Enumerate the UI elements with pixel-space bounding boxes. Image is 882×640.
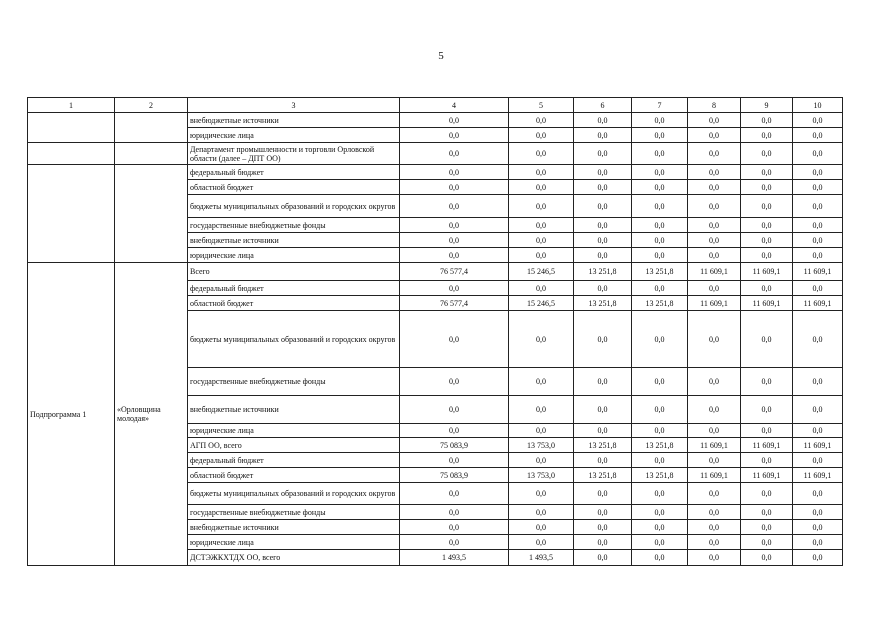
value-cell: 0,0 [793, 483, 843, 505]
value-cell: 13 753,0 [509, 438, 574, 453]
value-cell: 0,0 [400, 424, 509, 438]
value-cell: 0,0 [632, 453, 688, 468]
value-cell: 0,0 [688, 311, 741, 368]
value-cell: 0,0 [793, 281, 843, 296]
value-cell: 0,0 [741, 520, 793, 535]
funding-source-cell: федеральный бюджет [188, 453, 400, 468]
value-cell: 0,0 [400, 311, 509, 368]
value-cell: 11 609,1 [688, 438, 741, 453]
value-cell: 11 609,1 [741, 296, 793, 311]
value-cell: 0,0 [741, 233, 793, 248]
value-cell: 0,0 [574, 483, 632, 505]
value-cell: 0,0 [632, 424, 688, 438]
funding-source-cell: внебюджетные источники [188, 520, 400, 535]
value-cell: 0,0 [793, 396, 843, 424]
value-cell: 0,0 [400, 248, 509, 263]
value-cell: 0,0 [574, 233, 632, 248]
value-cell: 0,0 [632, 233, 688, 248]
value-cell: 0,0 [509, 128, 574, 143]
value-cell: 0,0 [688, 424, 741, 438]
value-cell: 0,0 [400, 143, 509, 165]
funding-source-cell: ДСТЭЖКХТДХ ОО, всего [188, 550, 400, 566]
funding-source-cell: государственные внебюджетные фонды [188, 368, 400, 396]
value-cell: 13 251,8 [574, 296, 632, 311]
header-cell: 5 [509, 98, 574, 113]
value-cell: 0,0 [632, 143, 688, 165]
value-cell: 0,0 [688, 218, 741, 233]
value-cell: 0,0 [793, 550, 843, 566]
value-cell: 0,0 [509, 520, 574, 535]
value-cell: 0,0 [688, 143, 741, 165]
value-cell: 0,0 [688, 368, 741, 396]
value-cell: 0,0 [793, 520, 843, 535]
value-cell: 0,0 [741, 368, 793, 396]
budget-table [27, 97, 843, 566]
funding-source-cell: федеральный бюджет [188, 165, 400, 180]
header-row [28, 98, 843, 113]
value-cell: 11 609,1 [793, 296, 843, 311]
value-cell: 0,0 [688, 535, 741, 550]
value-cell: 0,0 [741, 218, 793, 233]
value-cell: 0,0 [793, 128, 843, 143]
value-cell: 0,0 [741, 143, 793, 165]
value-cell: 0,0 [400, 233, 509, 248]
value-cell: 0,0 [793, 113, 843, 128]
value-cell: 0,0 [632, 520, 688, 535]
value-cell: 0,0 [632, 218, 688, 233]
value-cell: 0,0 [632, 281, 688, 296]
value-cell: 0,0 [688, 505, 741, 520]
value-cell: 0,0 [793, 248, 843, 263]
value-cell: 0,0 [632, 128, 688, 143]
value-cell: 75 083,9 [400, 438, 509, 453]
value-cell: 0,0 [574, 165, 632, 180]
value-cell: 0,0 [509, 505, 574, 520]
value-cell: 0,0 [509, 195, 574, 218]
value-cell: 0,0 [688, 483, 741, 505]
value-cell: 13 251,8 [632, 263, 688, 281]
funding-source-cell: Департамент промышленности и торговли Орловской области (далее – ДПТ ОО) [188, 143, 400, 165]
header-cell: 7 [632, 98, 688, 113]
value-cell: 0,0 [741, 550, 793, 566]
value-cell: 0,0 [509, 535, 574, 550]
funding-source-cell: областной бюджет [188, 468, 400, 483]
header-cell: 9 [741, 98, 793, 113]
value-cell: 0,0 [632, 195, 688, 218]
value-cell: 0,0 [509, 483, 574, 505]
funding-source-cell: областной бюджет [188, 180, 400, 195]
value-cell: 0,0 [741, 180, 793, 195]
value-cell: 0,0 [574, 180, 632, 195]
header-cell: 1 [28, 98, 115, 113]
value-cell: 11 609,1 [793, 438, 843, 453]
table-body [28, 98, 843, 566]
table-row [28, 263, 843, 281]
program-cell: Подпрограмма 1 [28, 263, 115, 566]
value-cell: 0,0 [632, 248, 688, 263]
value-cell: 0,0 [509, 143, 574, 165]
value-cell: 0,0 [509, 113, 574, 128]
value-cell: 0,0 [574, 248, 632, 263]
value-cell: 0,0 [400, 396, 509, 424]
value-cell: 0,0 [400, 520, 509, 535]
value-cell: 0,0 [632, 505, 688, 520]
value-cell: 0,0 [400, 368, 509, 396]
value-cell: 13 753,0 [509, 468, 574, 483]
value-cell: 0,0 [509, 233, 574, 248]
value-cell: 13 251,8 [632, 468, 688, 483]
header-cell: 6 [574, 98, 632, 113]
value-cell: 0,0 [509, 396, 574, 424]
value-cell: 0,0 [632, 113, 688, 128]
value-cell: 0,0 [574, 396, 632, 424]
value-cell: 76 577,4 [400, 263, 509, 281]
value-cell: 0,0 [400, 180, 509, 195]
value-cell: 0,0 [574, 550, 632, 566]
value-cell: 0,0 [632, 396, 688, 424]
value-cell: 0,0 [574, 368, 632, 396]
program-cell [28, 165, 115, 263]
value-cell: 11 609,1 [741, 438, 793, 453]
value-cell: 0,0 [793, 143, 843, 165]
value-cell: 0,0 [688, 165, 741, 180]
value-cell: 0,0 [632, 368, 688, 396]
value-cell: 0,0 [688, 550, 741, 566]
value-cell: 0,0 [688, 128, 741, 143]
value-cell: 76 577,4 [400, 296, 509, 311]
funding-source-cell: внебюджетные источники [188, 396, 400, 424]
table-row [28, 143, 843, 165]
value-cell: 11 609,1 [793, 263, 843, 281]
value-cell: 0,0 [509, 281, 574, 296]
value-cell: 0,0 [574, 113, 632, 128]
value-cell: 0,0 [741, 453, 793, 468]
funding-source-cell: федеральный бюджет [188, 281, 400, 296]
funding-source-cell: областной бюджет [188, 296, 400, 311]
value-cell: 0,0 [574, 424, 632, 438]
value-cell: 0,0 [688, 180, 741, 195]
value-cell: 0,0 [741, 248, 793, 263]
program-cell [28, 113, 115, 143]
value-cell: 13 251,8 [574, 438, 632, 453]
value-cell: 0,0 [632, 535, 688, 550]
value-cell: 0,0 [793, 165, 843, 180]
value-cell: 0,0 [400, 128, 509, 143]
value-cell: 0,0 [741, 128, 793, 143]
value-cell: 0,0 [574, 218, 632, 233]
funding-source-cell: АГП ОО, всего [188, 438, 400, 453]
program-name-cell [115, 113, 188, 143]
value-cell: 0,0 [793, 535, 843, 550]
value-cell: 0,0 [574, 311, 632, 368]
funding-source-cell: государственные внебюджетные фонды [188, 505, 400, 520]
value-cell: 0,0 [688, 248, 741, 263]
funding-source-cell: бюджеты муниципальных образований и городских округов [188, 311, 400, 368]
value-cell: 0,0 [741, 165, 793, 180]
value-cell: 0,0 [574, 128, 632, 143]
value-cell: 0,0 [793, 218, 843, 233]
value-cell: 0,0 [741, 195, 793, 218]
value-cell: 0,0 [793, 368, 843, 396]
value-cell: 15 246,5 [509, 296, 574, 311]
value-cell: 0,0 [632, 311, 688, 368]
value-cell: 0,0 [793, 311, 843, 368]
value-cell: 13 251,8 [574, 468, 632, 483]
value-cell: 0,0 [688, 453, 741, 468]
funding-source-cell: внебюджетные источники [188, 233, 400, 248]
header-cell: 10 [793, 98, 843, 113]
value-cell: 0,0 [509, 311, 574, 368]
value-cell: 0,0 [574, 453, 632, 468]
value-cell: 1 493,5 [509, 550, 574, 566]
value-cell: 13 251,8 [632, 438, 688, 453]
value-cell: 11 609,1 [793, 468, 843, 483]
value-cell: 1 493,5 [400, 550, 509, 566]
value-cell: 11 609,1 [741, 468, 793, 483]
funding-source-cell: юридические лица [188, 128, 400, 143]
value-cell: 0,0 [509, 368, 574, 396]
program-name-cell: «Орловщина молодая» [115, 263, 188, 566]
funding-source-cell: внебюджетные источники [188, 113, 400, 128]
value-cell: 0,0 [793, 180, 843, 195]
value-cell: 0,0 [400, 281, 509, 296]
value-cell: 11 609,1 [688, 263, 741, 281]
value-cell: 0,0 [741, 535, 793, 550]
value-cell: 0,0 [741, 311, 793, 368]
funding-source-cell: бюджеты муниципальных образований и городских округов [188, 483, 400, 505]
value-cell: 0,0 [632, 483, 688, 505]
value-cell: 0,0 [688, 396, 741, 424]
value-cell: 0,0 [688, 195, 741, 218]
value-cell: 0,0 [400, 195, 509, 218]
value-cell: 0,0 [741, 483, 793, 505]
value-cell: 75 083,9 [400, 468, 509, 483]
funding-source-cell: бюджеты муниципальных образований и городских округов [188, 195, 400, 218]
funding-source-cell: юридические лица [188, 424, 400, 438]
value-cell: 0,0 [574, 281, 632, 296]
table-row [28, 165, 843, 180]
value-cell: 11 609,1 [741, 263, 793, 281]
value-cell: 11 609,1 [688, 296, 741, 311]
value-cell: 0,0 [509, 180, 574, 195]
program-cell [28, 143, 115, 165]
value-cell: 0,0 [509, 248, 574, 263]
value-cell: 0,0 [509, 218, 574, 233]
value-cell: 0,0 [688, 281, 741, 296]
value-cell: 13 251,8 [574, 263, 632, 281]
program-name-cell [115, 143, 188, 165]
value-cell: 0,0 [741, 281, 793, 296]
value-cell: 11 609,1 [688, 468, 741, 483]
table-row [28, 113, 843, 128]
value-cell: 15 246,5 [509, 263, 574, 281]
funding-source-cell: юридические лица [188, 535, 400, 550]
value-cell: 0,0 [688, 233, 741, 248]
value-cell: 0,0 [688, 520, 741, 535]
funding-source-cell: государственные внебюджетные фонды [188, 218, 400, 233]
value-cell: 0,0 [574, 520, 632, 535]
value-cell: 0,0 [688, 113, 741, 128]
funding-source-cell: Всего [188, 263, 400, 281]
value-cell: 0,0 [793, 233, 843, 248]
value-cell: 0,0 [793, 424, 843, 438]
value-cell: 0,0 [741, 113, 793, 128]
value-cell: 0,0 [400, 165, 509, 180]
header-cell: 4 [400, 98, 509, 113]
value-cell: 0,0 [741, 396, 793, 424]
value-cell: 0,0 [509, 453, 574, 468]
value-cell: 0,0 [574, 505, 632, 520]
value-cell: 0,0 [509, 165, 574, 180]
header-cell: 8 [688, 98, 741, 113]
value-cell: 0,0 [741, 424, 793, 438]
value-cell: 0,0 [400, 483, 509, 505]
program-name-cell [115, 165, 188, 263]
value-cell: 0,0 [793, 453, 843, 468]
value-cell: 0,0 [632, 165, 688, 180]
value-cell: 0,0 [574, 535, 632, 550]
header-cell: 2 [115, 98, 188, 113]
value-cell: 0,0 [400, 505, 509, 520]
value-cell: 0,0 [400, 113, 509, 128]
value-cell: 0,0 [793, 195, 843, 218]
value-cell: 0,0 [793, 505, 843, 520]
value-cell: 0,0 [632, 180, 688, 195]
value-cell: 0,0 [741, 505, 793, 520]
value-cell: 0,0 [400, 535, 509, 550]
value-cell: 0,0 [574, 195, 632, 218]
value-cell: 0,0 [574, 143, 632, 165]
value-cell: 0,0 [400, 218, 509, 233]
page-number: 5 [438, 50, 444, 62]
value-cell: 0,0 [509, 424, 574, 438]
value-cell: 0,0 [632, 550, 688, 566]
funding-source-cell: юридические лица [188, 248, 400, 263]
value-cell: 13 251,8 [632, 296, 688, 311]
header-cell: 3 [188, 98, 400, 113]
value-cell: 0,0 [400, 453, 509, 468]
